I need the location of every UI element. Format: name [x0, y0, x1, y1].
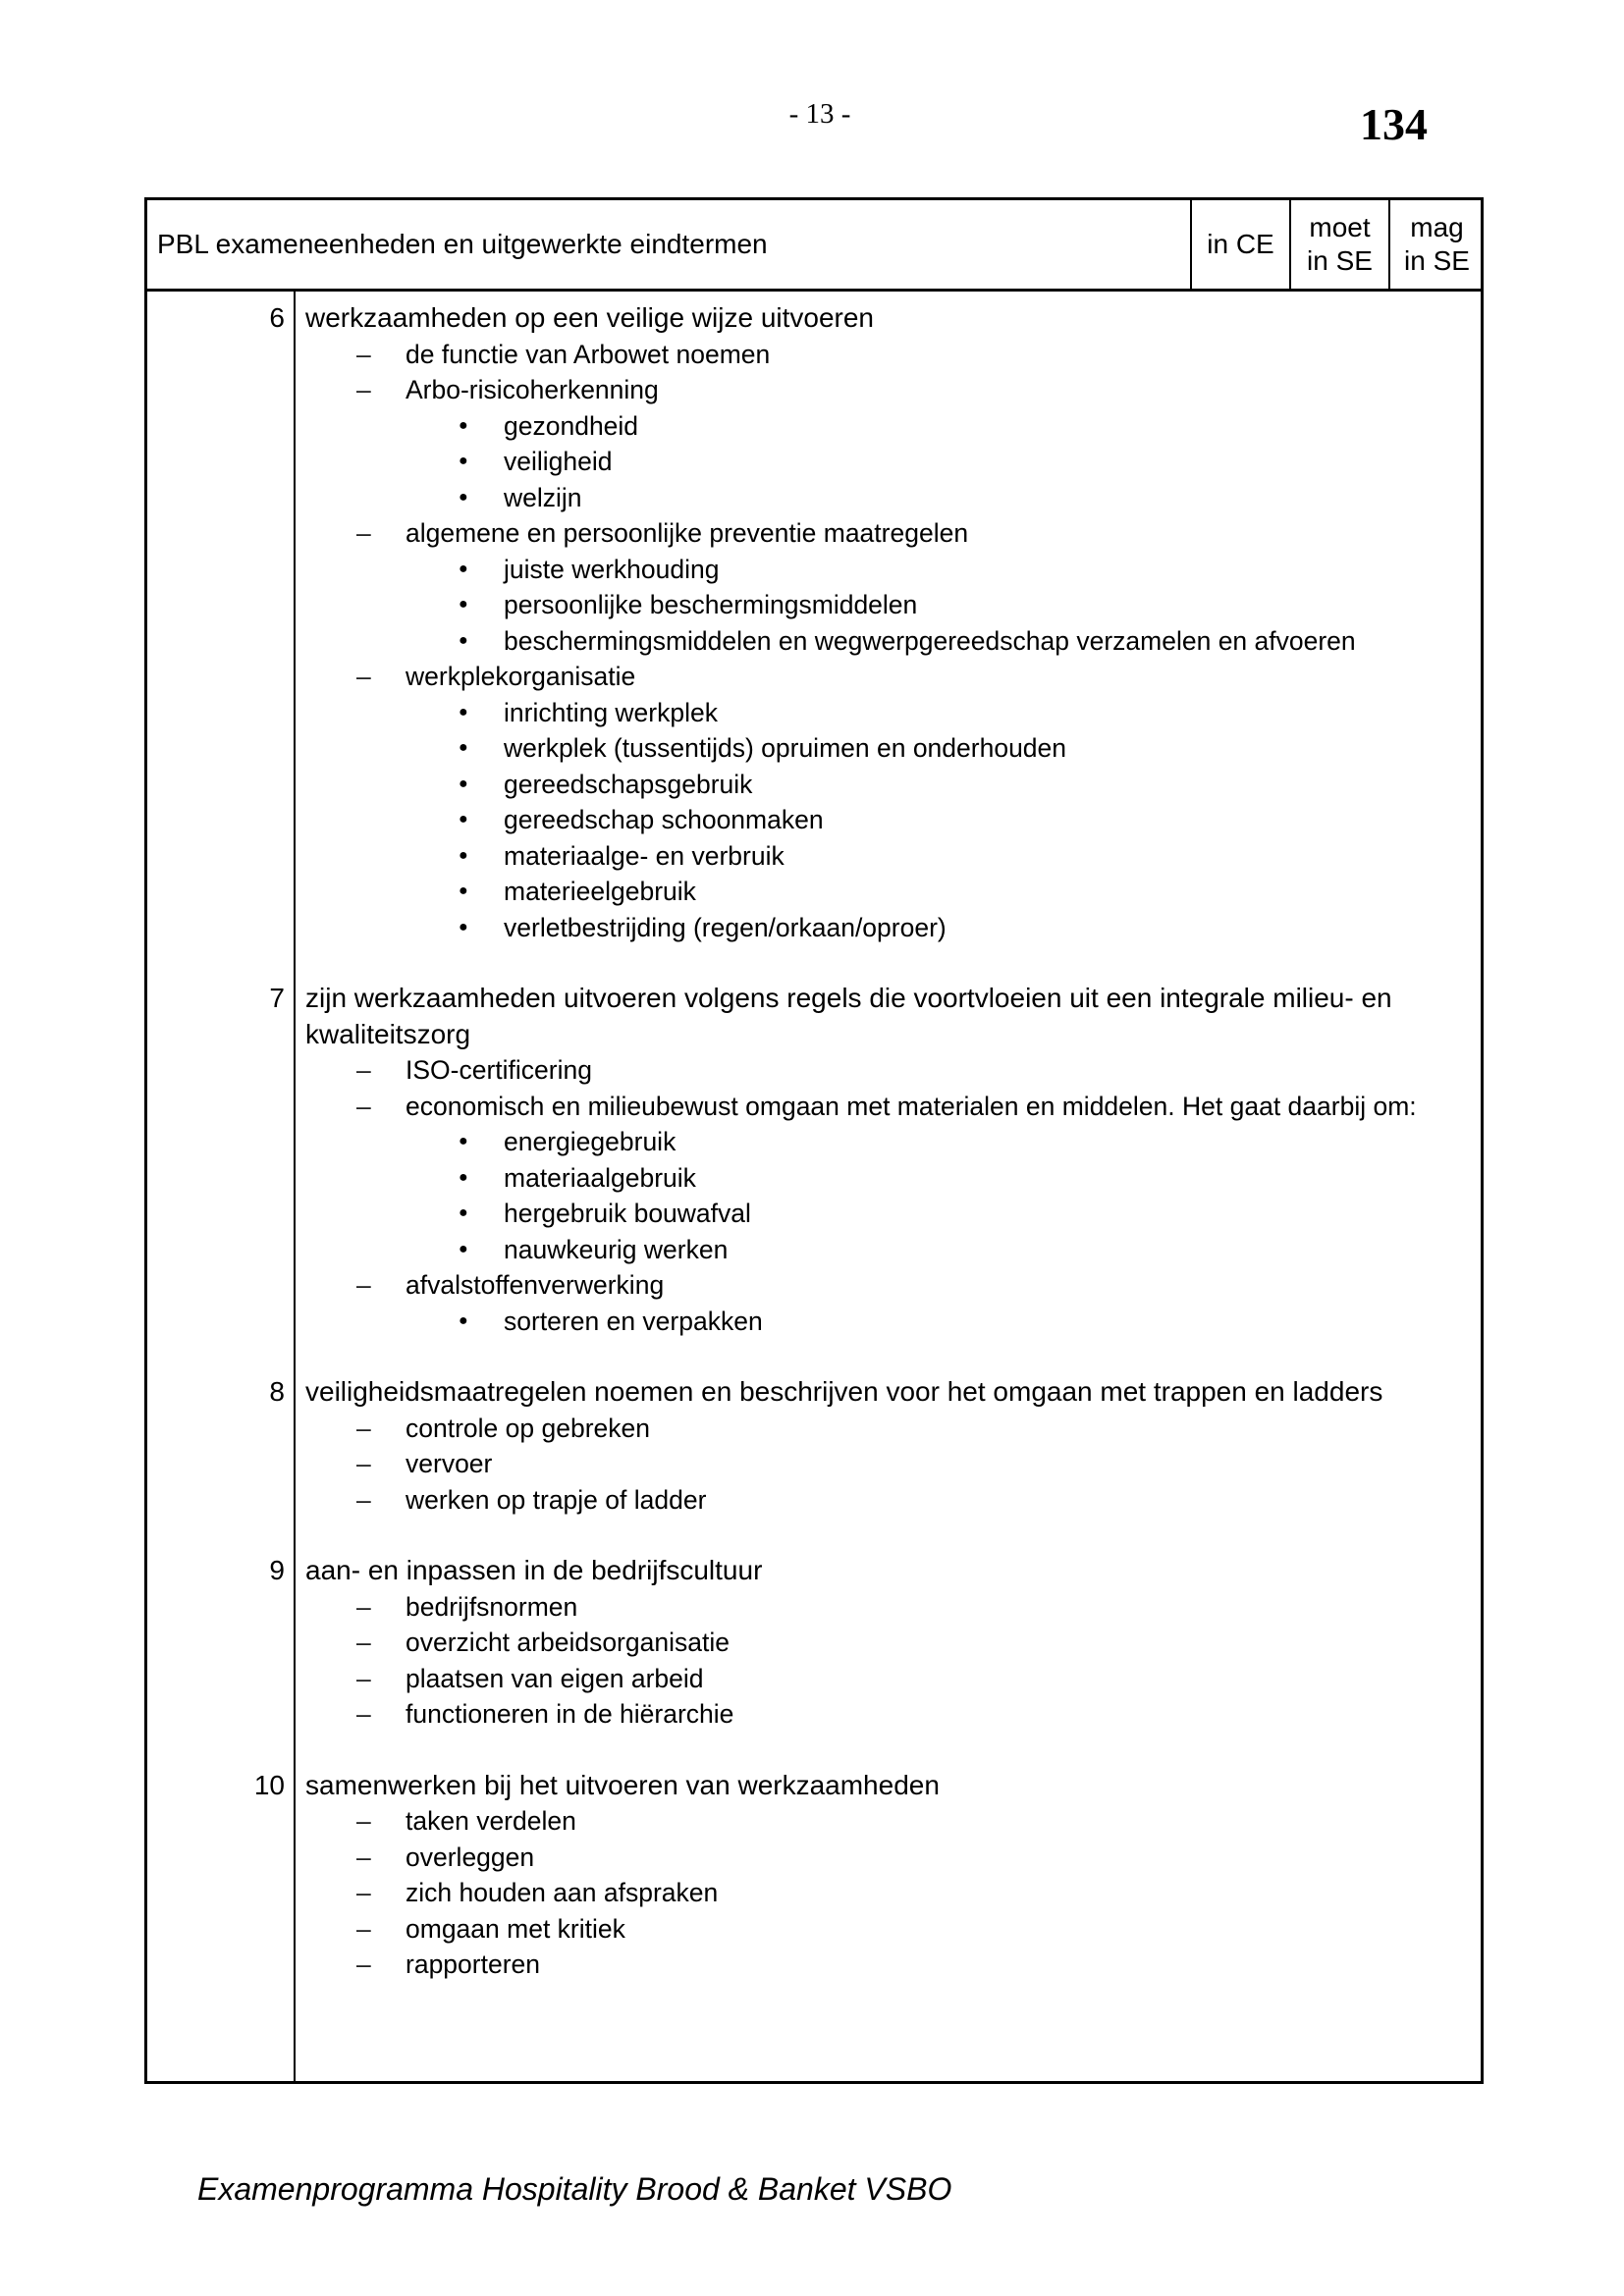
dash-item: – rapporteren	[147, 1947, 1481, 1983]
column-moet-in-se	[1289, 200, 1388, 289]
column-mag-label-line1: mag	[1410, 212, 1464, 242]
dash-item: – overleggen	[147, 1840, 1481, 1876]
document-number: 134	[1360, 99, 1428, 149]
bullet-item: ● beschermingsmiddelen en wegwerpgereedschap verzamelen en afvoeren	[147, 623, 1481, 660]
bullet-item: ● gezondheid	[147, 408, 1481, 445]
dash-item: – algemene en persoonlijke preventie maatregelen	[147, 515, 1481, 552]
eindterm-section	[147, 1553, 1481, 1733]
bullet-item: ● energiegebruik	[147, 1124, 1481, 1160]
section-title: zijn werkzaamheden uitvoeren volgens regels die voortvloeien uit een integrale milieu- en kwaliteitszorg	[305, 983, 1392, 1049]
dash-item: – bedrijfsnormen	[147, 1589, 1481, 1626]
column-in-ce-label: in CE	[1207, 229, 1274, 259]
bullet-item: ● juiste werkhouding	[147, 552, 1481, 588]
section-number: 7	[269, 983, 285, 1013]
dash-item: – ISO-certificering	[147, 1052, 1481, 1089]
bullet-item: ● gereedschap schoonmaken	[147, 802, 1481, 838]
bullet-item: ● nauwkeurig werken	[147, 1232, 1481, 1268]
bullet-item: ● sorteren en verpakken	[147, 1304, 1481, 1340]
eindterm-section	[147, 1374, 1481, 1518]
bullet-item: ● welzijn	[147, 480, 1481, 516]
dash-item: – plaatsen van eigen arbeid	[147, 1661, 1481, 1697]
section-title: werkzaamheden op een veilige wijze uitvoeren	[305, 302, 875, 333]
dash-item: – afvalstoffenverwerking	[147, 1267, 1481, 1304]
column-mag-in-se	[1388, 200, 1484, 289]
bullet-item: ● verletbestrijding (regen/orkaan/oproer)	[147, 910, 1481, 946]
dash-item: – taken verdelen	[147, 1803, 1481, 1840]
table-header	[147, 200, 1481, 292]
bullet-item: ● persoonlijke beschermingsmiddelen	[147, 587, 1481, 623]
column-moet-label-line2: in SE	[1307, 245, 1373, 276]
page-number: - 13 -	[788, 98, 851, 130]
dash-item: – werkplekorganisatie	[147, 659, 1481, 695]
footer-text: Examenprogramma Hospitality Brood & Banket VSBO	[197, 2171, 952, 2207]
dash-item: – vervoer	[147, 1446, 1481, 1482]
section-title: veiligheidsmaatregelen noemen en beschrijven voor het omgaan met trappen en ladders	[305, 1376, 1383, 1407]
column-moet-label-line1: moet	[1309, 212, 1371, 242]
dash-item: – werken op trapje of ladder	[147, 1482, 1481, 1519]
bullet-item: ● materiaalge- en verbruik	[147, 838, 1481, 875]
dash-item: – omgaan met kritiek	[147, 1911, 1481, 1948]
section-number: 6	[269, 302, 285, 333]
bullet-item: ● werkplek (tussentijds) opruimen en onderhouden	[147, 730, 1481, 767]
column-mag-label-line2: in SE	[1404, 245, 1470, 276]
dash-item: – economisch en milieubewust omgaan met materialen en middelen. Het gaat daarbij om:	[147, 1089, 1481, 1125]
bullet-item: ● veiligheid	[147, 444, 1481, 480]
column-in-ce	[1190, 200, 1289, 289]
dash-item: – functioneren in de hiërarchie	[147, 1696, 1481, 1733]
section-number: 8	[269, 1376, 285, 1407]
section-number: 10	[253, 1769, 285, 1800]
eindterm-section	[147, 1768, 1481, 1983]
dash-item: – zich houden aan afspraken	[147, 1875, 1481, 1911]
bullet-item: ● materieelgebruik	[147, 874, 1481, 910]
eindterm-section	[147, 300, 1481, 945]
bullet-item: ● hergebruik bouwafval	[147, 1196, 1481, 1232]
dash-item: – de functie van Arbowet noemen	[147, 337, 1481, 373]
table-title: PBL exameneenheden en uitgewerkte eindtermen	[157, 229, 768, 259]
table-body	[147, 292, 1481, 2018]
eindtermen-table	[144, 197, 1484, 2084]
eindterm-section	[147, 981, 1481, 1339]
dash-item: – Arbo-risicoherkenning	[147, 372, 1481, 408]
section-title: aan- en inpassen in de bedrijfscultuur	[305, 1555, 763, 1585]
bullet-item: ● gereedschapsgebruik	[147, 767, 1481, 803]
dash-item: – controle op gebreken	[147, 1411, 1481, 1447]
bullet-item: ● materiaalgebruik	[147, 1160, 1481, 1197]
dash-item: – overzicht arbeidsorganisatie	[147, 1625, 1481, 1661]
bullet-item: ● inrichting werkplek	[147, 695, 1481, 731]
section-title: samenwerken bij het uitvoeren van werkzaamheden	[305, 1769, 940, 1800]
section-number: 9	[269, 1555, 285, 1585]
